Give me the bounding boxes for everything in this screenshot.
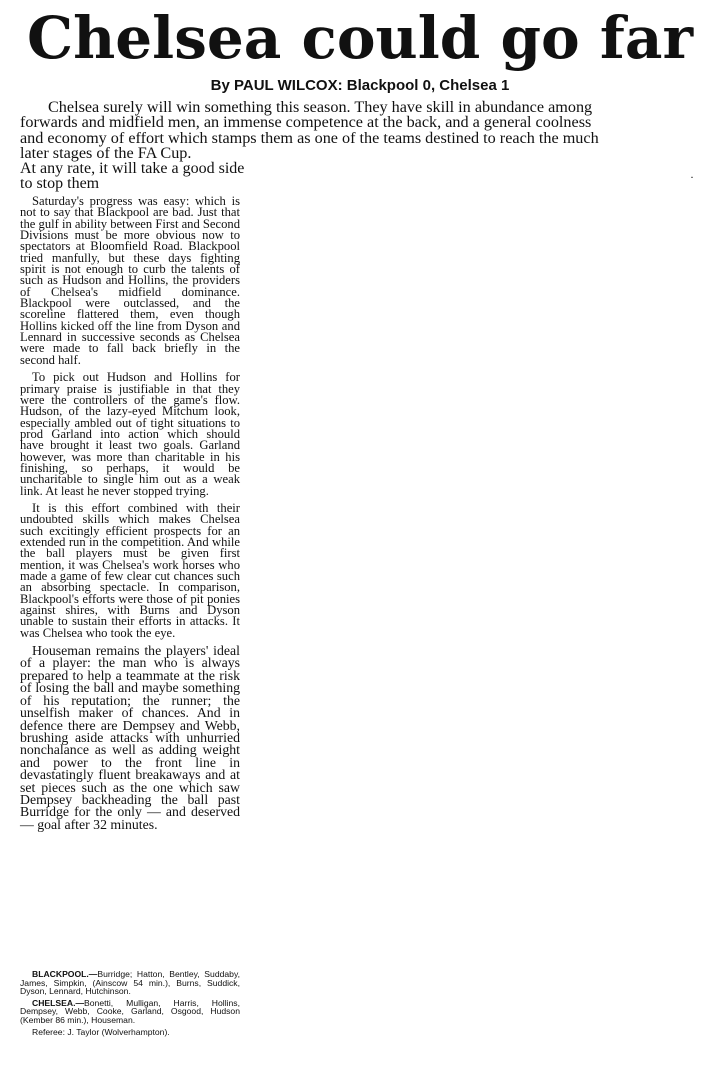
intro-line: later stages of the FA Cup. <box>20 143 192 162</box>
chelsea-players: Bonetti, Mulligan, Harris, Hollins, Dempsey, Webb, Cooke, Garland, Osgood, Hudson (Kember 86 min.), Houseman. <box>20 997 240 1025</box>
stray-mark: · <box>690 170 694 184</box>
intro-line: forwards and midfield men, an immense competence at the back, and a general coolness <box>20 113 592 132</box>
blackpool-lineup <box>20 970 240 996</box>
body-paragraph: To pick out Hudson and Hollins for primary praise is justifiable in that they were the controllers of the game's flow. Hudson, of the lazy-eyed Mitchum look, especially ambled out of tight situations to prod Garland into action which should have brought it least two goals. Garland however, was more than charitable in his finishing, so perhaps, it would be uncharitable to single him out as a weak link. At least he never stopped trying. <box>20 370 240 498</box>
blackpool-label: BLACKPOOL.— <box>32 969 98 979</box>
blackpool-players: Burridge; Hatton, Bentley, Suddaby, James, Simpkin, (Ainscow 54 min.), Burns, Suddick, Dyson, Lennard, Hutchinson. <box>20 969 240 997</box>
byline: By PAUL WILCOX: Blackpool 0, Chelsea 1 <box>210 77 510 94</box>
chelsea-label: CHELSEA.— <box>32 997 85 1008</box>
intro-tail: At any rate, it will take a good side to stop them <box>20 160 245 193</box>
headline: Chelsea could go far <box>26 4 694 72</box>
body-paragraph: Houseman remains the players' ideal of a player: the man who is always prepared to help a teammate at the risk of losing the ball and maybe something of his reputation; the runner; the unselfish maker of chances. And in defence there are Dempsey and Webb, brushing aside attacks with unhurried nonchalance as well as adding weight and power to the front line in devastatingly fluent breakaways and at set pieces such as the one which saw Dempsey backheading the ball past Burridge for the only — and deserved — goal after 32 minutes. <box>20 643 240 832</box>
intro-line: Chelsea surely will win something this season. They have skill in abundance among <box>48 98 593 116</box>
referee: Referee: J. Taylor (Wolverhampton). <box>32 1026 170 1037</box>
team-lineups <box>20 970 240 1039</box>
chelsea-lineup <box>20 999 240 1025</box>
body-paragraph: It is this effort combined with their undoubted skills which makes Chelsea such excitingly efficient prospects for an extended run in the competition. And while the ball players must be given first mention, it was Chelsea's work horses who made a game of few clear cut chances such an absorbing spectacle. In comparison, Blackpool's efforts were those of pit ponies against shires, with Burns and Dyson unable to sustain their efforts in attacks. It was Chelsea who took the eye. <box>20 500 240 640</box>
article-body <box>20 196 240 837</box>
intro-paragraph <box>20 100 702 161</box>
body-paragraph: Saturday's progress was easy: which is not to say that Blackpool are bad. Just that the gulf in ability between First and Second Divisions must be more obvious now to spectators at Bloomfield Road. Blackpool tried manfully, but these days fighting spirit is not enough to curb the talents of such as Hudson and Hollins, the providers of Chelsea's midfield dominance. Blackpool were outclassed, and the scoreline flattered them, even though Hollins kicked off the line from Dyson and Lennard in successive seconds as Chelsea were made to fall back briefly in the second half. <box>20 194 240 367</box>
intro-line: and economy of effort which stamps them as one of the teams destined to reach the much <box>20 128 599 147</box>
